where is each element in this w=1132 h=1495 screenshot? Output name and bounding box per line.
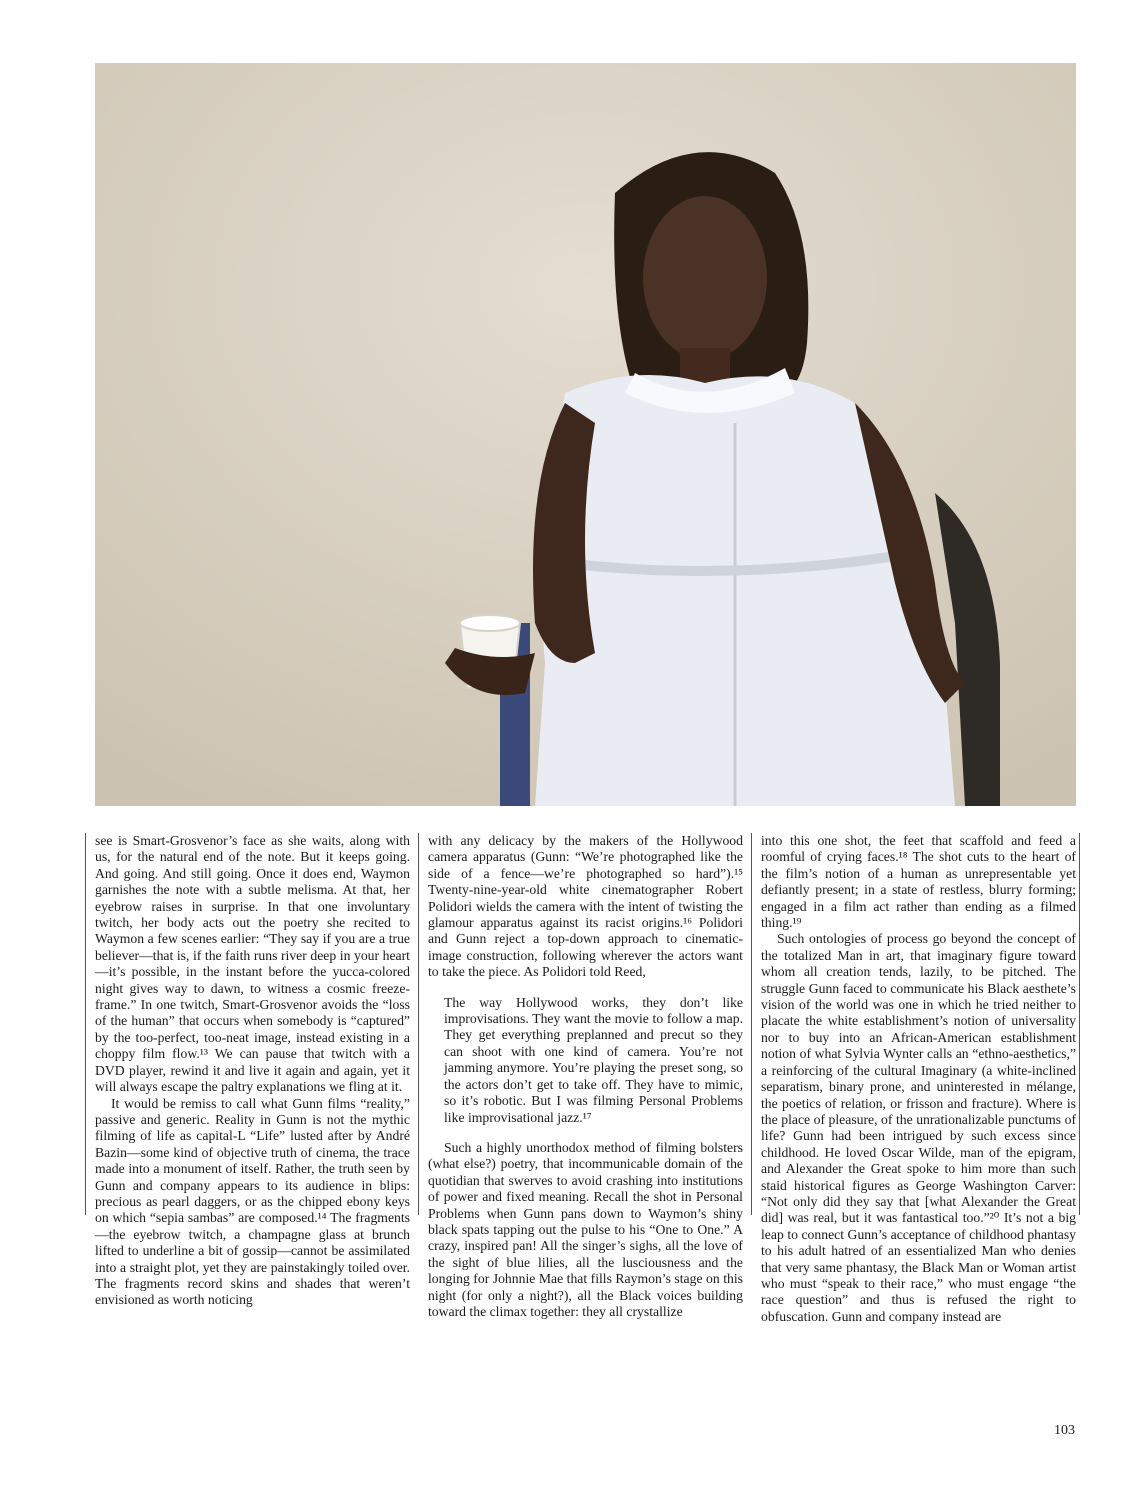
text-column-1 (95, 833, 410, 1308)
column-rule (751, 833, 752, 1215)
paragraph: It would be remiss to call what Gunn films “reality,” passive and generic. Reality in Gunn is not the mythic filming of life as capital-L “Life” lusted after by André Bazin—some kind of objective truth of cinema, the trace made into a monument of itself. Rather, the truth seen by Gunn and company appears to its audience in blips: precious as pearl daggers, or as the chipped ebony keys on which “sepia sambas” are composed.¹⁴ The fragments—the eyebrow twitch, a champagne glass at brunch lifted to underline a bit of gossip—cannot be assimilated into a straight plot, yet they are painstakingly toiled over. The fragments record skins and shades that weren’t envisioned as worth noticing (95, 1095, 410, 1308)
film-still-photo (95, 63, 1076, 806)
woman-figure-image (95, 63, 1076, 806)
article-body (85, 833, 1080, 1324)
page-number: 103 (1054, 1423, 1075, 1438)
paragraph: with any delicacy by the makers of the Hollywood camera apparatus (Gunn: “We’re photographed like the side of a fence—we’re photographed so hard”).¹⁵ Twenty-nine-year-old white cinematographer Robert Polidori wields the camera with the intent of twisting the glamour apparatus against its racist origins.¹⁶ Polidori and Gunn reject a top-down approach to cinematic-image construction, following wherever the actors want to take the piece. As Polidori told Reed, (428, 833, 743, 980)
block-quote: The way Hollywood works, they don’t like improvisations. They want the movie to follow a map. They get everything preplanned and precut so they can shoot with one kind of camera. You’re not jamming anymore. You’re playing the preset song, so the actors don’t get to take off. They have to mimic, so it’s robotic. But I was filming Personal Problems like improvisational jazz.¹⁷ (444, 994, 743, 1125)
paragraph: Such ontologies of process go beyond the concept of the totalized Man in art, that imaginary figure toward whom all creation tends, lazily, to be pitched. The struggle Gunn faced to communicate his Black aesthete’s vision of the world was one in which he tried neither to placate the white establishment’s notion of universality nor to buy into an African-American establishment notion of what Sylvia Wynter calls an “ethno-aesthetics,” a reinforcing of the cultural Imaginary (a white-inclined separatism, binary prone, and uninterested in mélange, the poetics of relation, or frisson and fracture). Where is the place of pleasure, of the unrationalizable punctums of life? Gunn had been intrigued by such excess since childhood. He loved Oscar Wilde, man of the epigram, and Alexander the Great spoke to him more than such staid historical figures as George Washington Carver: “Not only did they say that [what Alexander the Great did] was real, but it was fantastical too.”²⁰ It’s not a big leap to connect Gunn’s acceptance of childhood phantasy to his adult hatred of an essentialized Man who denies that very same phantasy, the Black Man or Woman artist who must “speak to their race,” who must engage “the race question” and thus is refused the right to obfuscation. Gunn and company instead are (761, 931, 1076, 1324)
paragraph: Such a highly unorthodox method of filming bolsters (what else?) poetry, that incommunicable domain of the quotidian that swerves to avoid crashing into institutions of power and fixed meaning. Recall the shot in Personal Problems when Gunn pans down to Waymon’s shiny black spats tapping out the pulse to his “One to One.” A crazy, inspired pan! All the singer’s sighs, all the love of the sight of blue lilies, all the lusciousness and the longing for Johnnie Mae that fills Raymon’s stage on this night (for only a night?), all the Black voices building toward the climax together: they all crystallize (428, 1139, 743, 1319)
text-column-3 (761, 833, 1076, 1324)
column-rule (418, 833, 419, 1215)
paragraph: see is Smart-Grosvenor’s face as she waits, along with us, for the natural end of the note. But it keeps going. And going. And still going. Once it does end, Waymon garnishes the note with a subtle melisma. At that, her eyebrow raises in surprise. In that one involuntary twitch, her body acts out the poetry she recited to Waymon a few scenes earlier: “They say if you are a true believer—that is, if the faith runs river deep in your heart—it’s possible, in the instant before the yucca-colored night gives way to dawn, to witness a cosmic freeze-frame.” In one twitch, Smart-Grosvenor avoids the “loss of the human” that occurs when somebody is “captured” by the too-perfect, too-neat image, instead existing in a choppy film flow.¹³ We can pause that twitch with a DVD player, rewind it and live it again and again, yet it will always escape the paltry explanations we fling at it. (95, 833, 410, 1095)
column-rule (85, 833, 86, 1215)
column-rule (1079, 833, 1080, 1215)
paragraph: into this one shot, the feet that scaffold and feed a roomful of crying faces.¹⁸ The shot cuts to the heart of the film’s notion of a human as unrepresentable yet defiantly present; in a state of restless, blurry forming; engaged in a film act rather than ending as a filmed thing.¹⁹ (761, 833, 1076, 931)
text-column-2 (428, 833, 743, 1319)
